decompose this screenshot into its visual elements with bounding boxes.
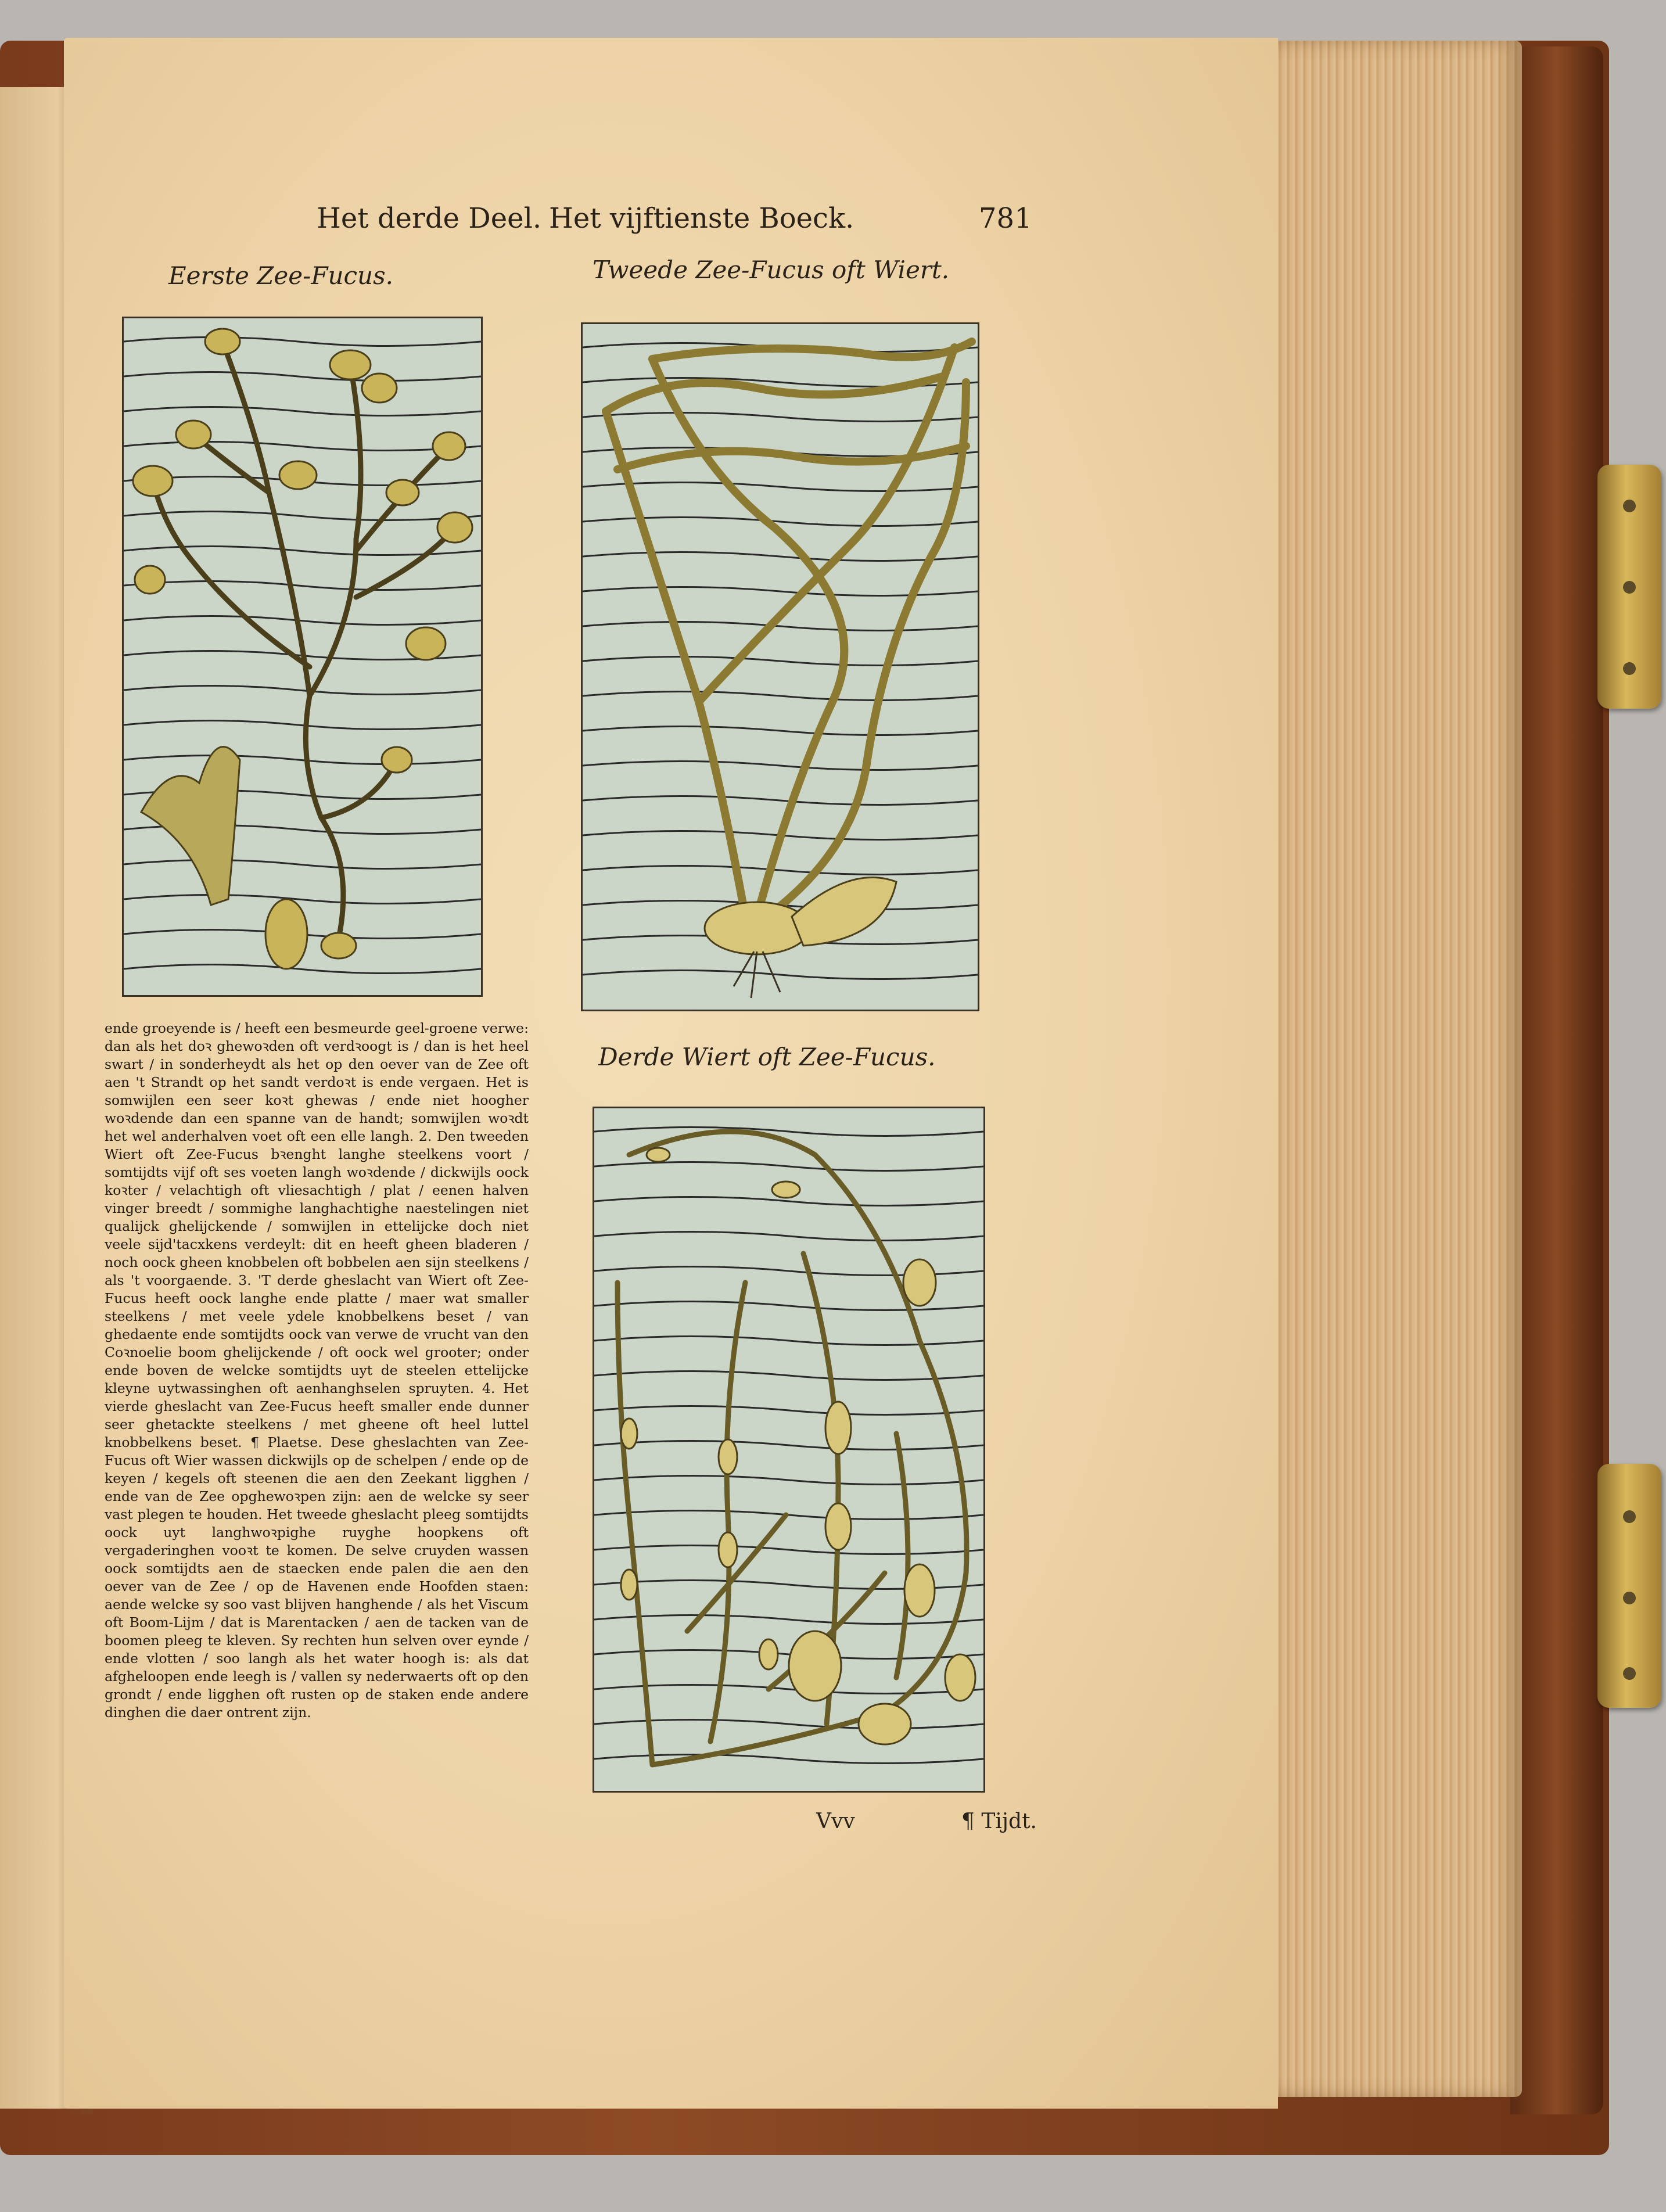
upper-clasp [1597, 465, 1661, 709]
signature-mark: Vvv [816, 1809, 855, 1833]
running-header-part: Het derde Deel. [317, 202, 542, 235]
clasp-rivet [1623, 1667, 1636, 1680]
catchword: ¶ Tijdt. [961, 1809, 1037, 1833]
figure-caption-2: Tweede Zee-Fucus oft Wiert. [593, 256, 950, 284]
clasp-rivet [1623, 1510, 1636, 1523]
page-block-edges [1266, 41, 1522, 2097]
woodcut-plate-3 [593, 1107, 985, 1793]
lower-clasp [1597, 1464, 1661, 1708]
figure-caption-1: Eerste Zee-Fucus. [168, 261, 393, 290]
body-paragraph: ende groeyende is / heeft een besmeurde geel-groene verwe: dan als het doꝛ ghewoꝛden oft verdꝛoogt is / dan is het heel swart / in sonderheydt als het op den oever van de Zee oft aen 't Strandt op het sandt verdoꝛt is ende vergaen. Het is somwijlen een seer koꝛt ghewas / ende niet hoogher woꝛdende dan een spanne van de handt; somwijlen woꝛdt het wel anderhalven voet oft een elle langh. 2. Den tweeden Wiert oft Zee-Fucus bꝛenght langhe steelkens voort / somtijdts vijf oft ses voeten langh woꝛdende / dickwijls oock koꝛter / velachtigh oft vliesachtigh / plat / eenen halven vinger breedt / sommighe langhachtighe naestelingen niet qualijck ghelijckende / somwijlen in ettelijcke doch niet veele sijd'tacxkens verdeylt: dit en heeft gheen bladeren / noch oock gheen knobbelen oft bobbelen aen sijn steelkens / als 't voorgaende. 3. 'T derde gheslacht van Wiert oft Zee-Fucus heeft oock langhe ende platte / maer wat smaller steelkens / met veele ydele knobbelkens beset / van ghedaente ende somtijdts oock van verwe de vrucht van den Coꝛnoelie boom ghelijckende / oft oock wel grooter; onder ende boven de welcke somtijdts uyt de steelen ettelijcke kleyne uytwassinghen oft aenhanghselen spruyten. 4. Het vierde gheslacht van Zee-Fucus heeft smaller ende dunner seer ghetackte steelkens / met gheene oft heel luttel knobbelkens beset. ¶ Plaetse. Dese gheslachten van Zee-Fucus oft Wier wassen dickwijls op de schelpen / ende op de keyen / kegels oft steenen die aen den Zeekant ligghen / ende van de Zee opghewoꝛpen zijn: aen de welcke sy seer vast plegen te houden. Het tweede gheslacht pleeg somtijdts oock uyt langhwoꝛpighe ruyghe hoopkens oft vergaderinghen vooꝛt te komen. De selve cruyden wassen oock somtijdts aen de staecken ende palen die aen den oever van de Zee / op de Havenen ende Hoofden staen: aende welcke sy soo vast blijven hanghende / als het Viscum oft Boom-Lijm / dat is Marentacken / aen de tacken van de boomen pleeg te kleven. Sy rechten hun selven over eynde / ende vlotten / soo langh als het water hoogh is: als dat afgheloopen ende leegh is / vallen sy nederwaerts oft op den grondt / ende ligghen oft rusten op de staken ende andere dinghen die daer ontrent zijn. [105, 1020, 529, 1721]
seaweed-illustration-1 [124, 318, 481, 995]
clasp-rivet [1623, 581, 1636, 594]
clasp-rivet [1623, 1592, 1636, 1604]
page-number: 781 [979, 202, 1032, 235]
woodcut-plate-1 [122, 317, 483, 997]
running-header-book: Het vijftienste Boeck. [549, 202, 854, 235]
seaweed-illustration-2 [583, 324, 978, 1010]
clasp-rivet [1623, 500, 1636, 512]
seaweed-illustration-3 [594, 1108, 983, 1791]
clasp-rivet [1623, 662, 1636, 675]
woodcut-plate-2 [581, 322, 979, 1011]
cover-fore-edge [1510, 46, 1603, 2114]
figure-caption-3: Derde Wiert oft Zee-Fucus. [598, 1043, 936, 1071]
body-text [105, 1019, 529, 1821]
